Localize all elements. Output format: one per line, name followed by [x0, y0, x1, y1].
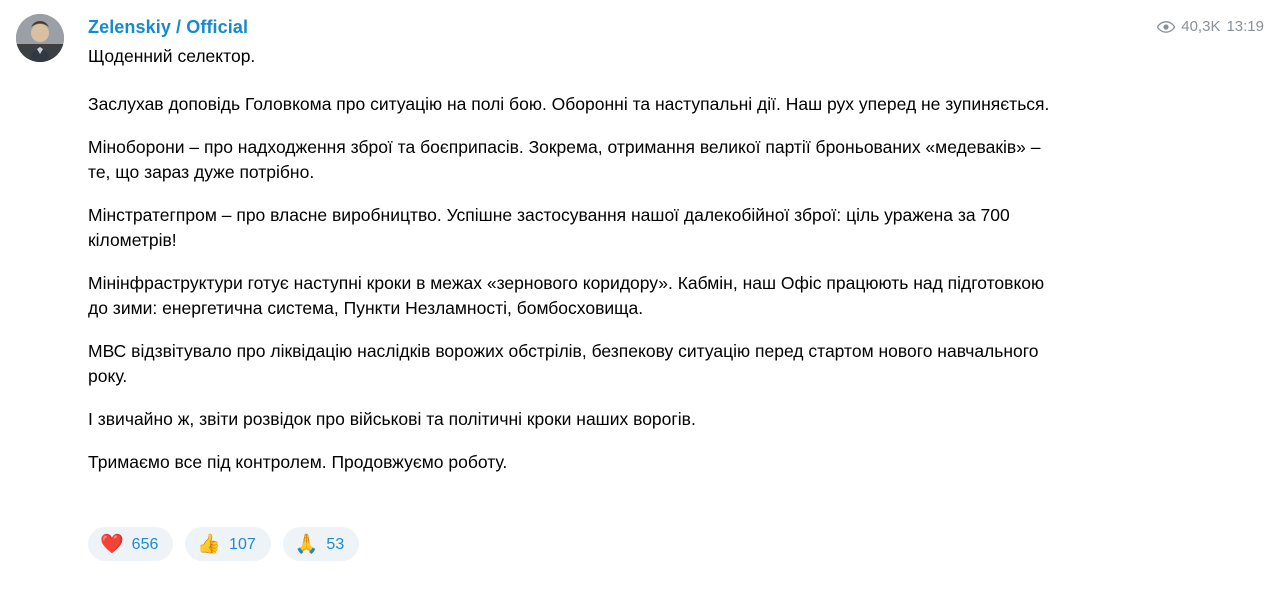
reaction-count: 53	[326, 535, 345, 553]
channel-name[interactable]: Zelenskiy / Official	[88, 17, 249, 37]
reaction-count: 656	[131, 535, 159, 553]
post-time: 13:19	[1226, 18, 1264, 35]
post-paragraph: Щоденний селектор.	[88, 46, 256, 66]
eye-icon	[1157, 21, 1175, 33]
reactions-bar	[88, 527, 359, 561]
post-paragraph: Мінінфраструктури готує наступні кроки в межах «зернового коридору». Кабмін, наш Офіс працюють над підготовкою до зими: енергетична система, Пункти Незламності, бомбосховища.	[88, 273, 1045, 318]
reaction-thumbs-up[interactable]	[185, 527, 270, 561]
reaction-heart[interactable]	[88, 527, 173, 561]
post-meta	[1157, 18, 1264, 36]
view-count: 40,3K	[1181, 18, 1221, 35]
post-header	[88, 16, 1264, 40]
post-paragraph: Мінстратегпром – про власне виробництво. Успішне застосування нашої далекобійної зброї: ціль уражена за 700 кілометрів!	[88, 205, 1010, 250]
post-paragraph: Заслухав доповідь Головкома про ситуацію на полі бою. Оборонні та наступальні дії. Наш рух уперед не зупиняється.	[88, 94, 1050, 114]
post-paragraph: Міноборони – про надходження зброї та боєприпасів. Зокрема, отримання великої партії броньованих «медеваків» – те, що зараз дуже потрібно.	[88, 137, 1041, 182]
avatar[interactable]	[16, 14, 64, 62]
post-paragraph: І звичайно ж, звіти розвідок про військові та політичні кроки наших ворогів.	[88, 409, 696, 429]
reaction-count: 107	[229, 535, 256, 553]
thumbs-up-reaction-icon: 👍	[197, 533, 222, 555]
post-paragraph: Тримаємо все під контролем. Продовжуємо роботу.	[88, 452, 508, 472]
post-text	[88, 44, 1063, 475]
heart-reaction-icon: ❤️	[100, 533, 124, 555]
folded-hands-reaction-icon: 🙏	[294, 533, 319, 555]
post-paragraph: МВС відзвітувало про ліквідацію наслідків ворожих обстрілів, безпекову ситуацію перед стартом нового навчального року.	[88, 341, 1039, 386]
reaction-folded-hands[interactable]	[283, 527, 359, 561]
